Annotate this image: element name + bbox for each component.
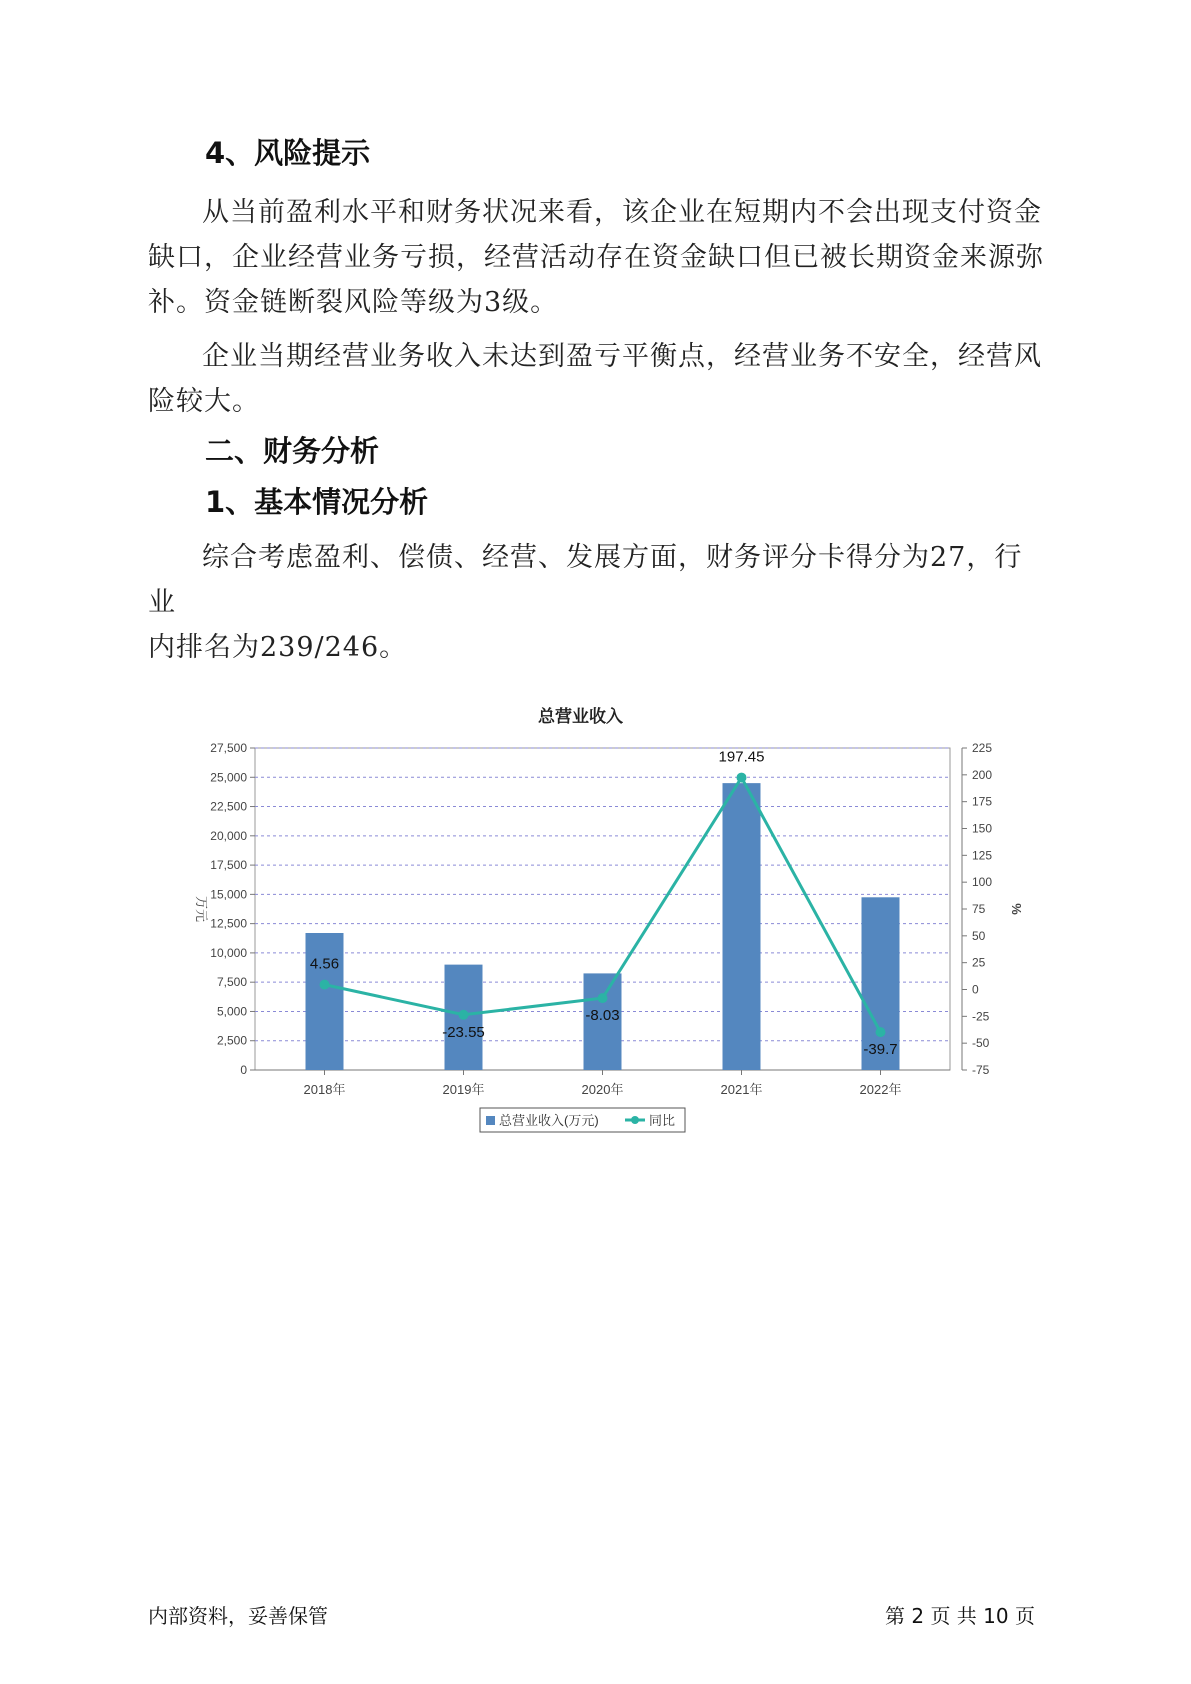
risk-paragraph-1 [148,190,1048,325]
footer-note: 内部资料，妥善保管 [148,1604,328,1628]
y2-axis-label: % [1009,903,1024,915]
y2-tick-label: 225 [972,741,993,755]
y2-tick-label: 75 [972,902,986,916]
yoy-data-label: 197.45 [718,748,765,766]
legend-bar-swatch [486,1116,495,1125]
y2-tick-label: 50 [972,928,986,943]
x-tick-label: 2022年 [859,1082,902,1097]
y2-tick-label: -25 [972,1009,990,1024]
basic-paragraph [148,535,1048,670]
yoy-point [876,1027,886,1037]
chart-title: 总营业收入 [538,707,623,726]
y2-tick-label: 200 [972,767,993,782]
yoy-point [737,773,747,783]
y2-tick-label: 0 [972,982,979,997]
y-tick-label: 17,500 [210,858,247,873]
legend-line-marker [631,1116,639,1124]
page-number: 第 2 页 共 10 页 [885,1604,1035,1628]
y2-tick-label: -75 [972,1063,990,1077]
y-tick-label: 2,500 [216,1033,247,1048]
x-tick-label: 2018年 [303,1082,346,1097]
risk-paragraph-2 [148,334,1048,424]
y-axis-label: 万元 [194,895,209,923]
y2-tick-label: 100 [972,875,993,890]
risk-para1-line3: 补。资金链断裂风险等级为3级。 [148,287,559,318]
x-tick-label: 2020年 [581,1082,624,1097]
y2-tick-label: 25 [972,955,986,970]
y-tick-label: 27,500 [210,741,247,755]
basic-para-line2: 内排名为239/246。 [148,632,408,663]
yoy-point [598,993,608,1003]
y-tick-label: 0 [240,1063,247,1077]
text-line: 从当前盈利水平和财务状况来看，该企业在短期内不会出现支付资金 [202,197,1042,228]
y-tick-label: 12,500 [210,916,247,931]
yoy-point [320,980,330,990]
revenue-chart [180,690,1024,1160]
yoy-point [459,1010,469,1020]
y-tick-label: 10,000 [210,945,247,960]
y2-tick-label: -50 [972,1036,990,1051]
legend-line-label: 同比 [649,1113,676,1128]
revenue-bar [723,783,761,1070]
y-tick-label: 15,000 [210,887,247,902]
y-tick-label: 20,000 [210,828,247,843]
y-tick-label: 25,000 [210,770,247,785]
risk-para1-line2: 缺口，企业经营业务亏损，经营活动存在资金缺口但已被长期资金来源弥 [148,242,1044,273]
yoy-data-label: -8.03 [585,1007,620,1025]
yoy-data-label: -23.55 [442,1023,485,1041]
revenue-bar [306,933,344,1070]
section-title-finance: 二、财务分析 [205,434,380,468]
risk-para2-line1 [148,334,1048,379]
basic-para-line1 [148,535,1048,625]
text-line: 企业当期经营业务收入未达到盈亏平衡点，经营业务不安全，经营风 [202,341,1042,372]
chart-svg [180,690,1024,1160]
section-title-basic: 1、基本情况分析 [205,485,429,519]
risk-para1-line1 [148,190,1048,235]
yoy-data-label: -39.7 [863,1041,898,1059]
x-tick-label: 2021年 [720,1082,763,1097]
yoy-data-label: 4.56 [309,955,340,973]
y2-tick-label: 125 [972,848,993,863]
y-tick-label: 22,500 [210,799,247,814]
section-title-risk: 4、风险提示 [205,136,371,170]
y-tick-label: 5,000 [216,1004,247,1019]
y2-tick-label: 150 [972,821,993,836]
risk-para2-line2: 险较大。 [148,386,260,417]
y-tick-label: 7,500 [216,975,247,990]
text-line: 综合考虑盈利、偿债、经营、发展方面，财务评分卡得分为27，行业 [148,542,1023,618]
legend-bar-label: 总营业收入(万元) [499,1113,599,1128]
y2-tick-label: 175 [972,794,993,809]
x-tick-label: 2019年 [442,1082,485,1097]
